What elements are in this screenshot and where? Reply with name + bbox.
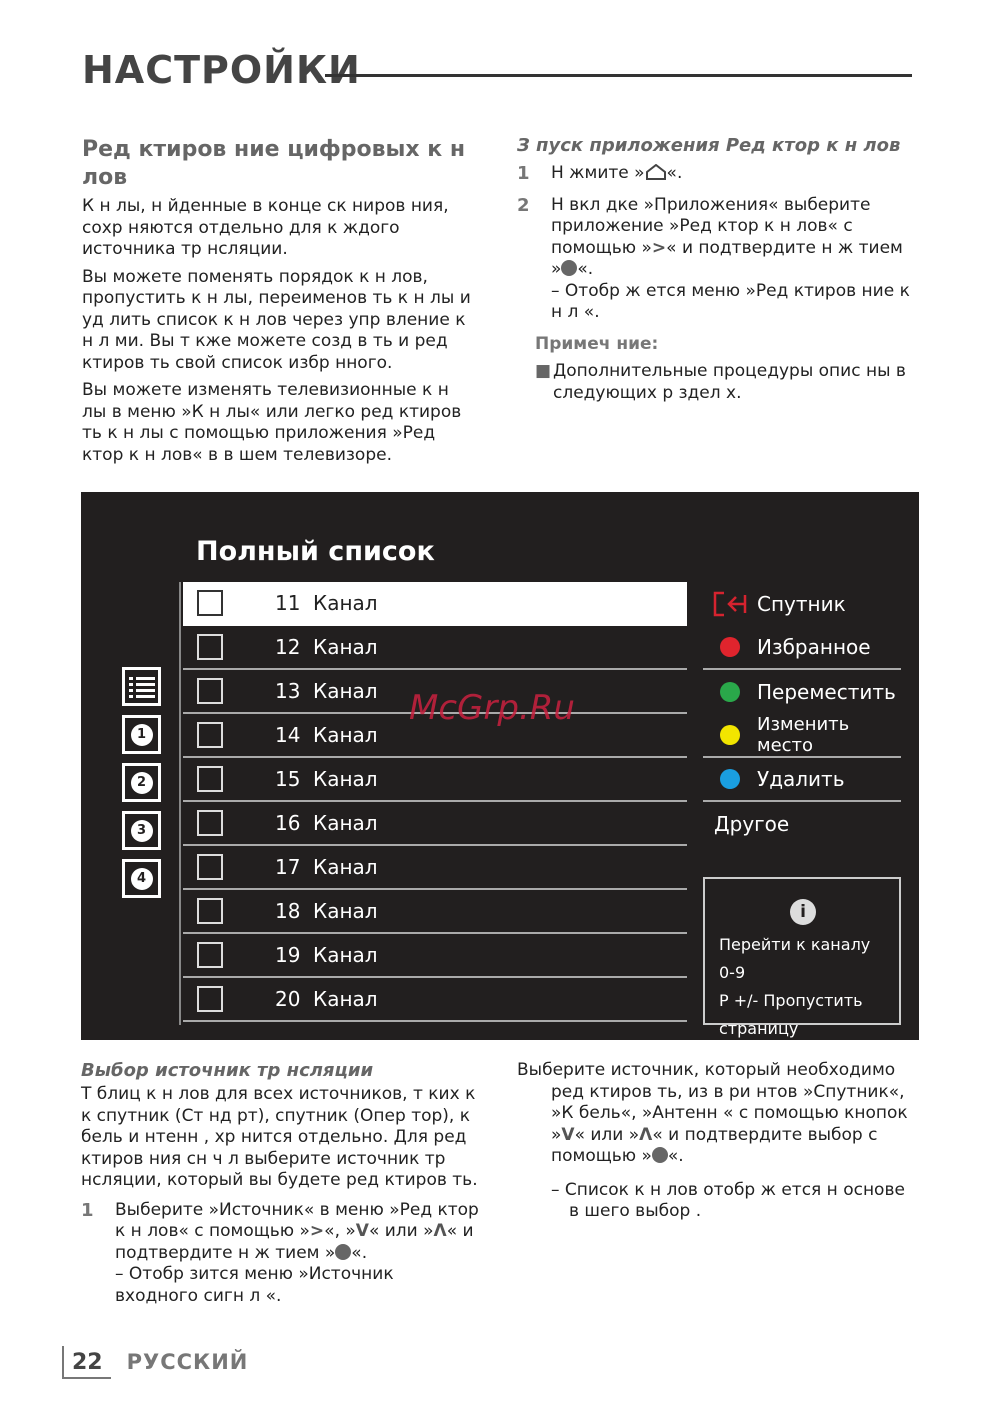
channel-name: Канал: [313, 943, 378, 967]
step-number: 2: [517, 194, 530, 216]
channel-name: Канал: [313, 679, 378, 703]
right-bottom-column: [517, 1060, 912, 1223]
source-icon: [713, 591, 747, 617]
channel-row[interactable]: [183, 890, 687, 934]
channel-name: Канал: [313, 723, 378, 747]
left-top-column: [82, 136, 477, 472]
checkbox[interactable]: [197, 810, 223, 836]
step-result: – Отобр зится меню »Источник входного сигн л «.: [115, 1264, 394, 1306]
ok-button-icon: [652, 1147, 668, 1163]
section-title: НАСТРОЙКИ: [82, 48, 361, 92]
step-text: « или »: [368, 1221, 434, 1241]
screen-title: Полный список: [196, 536, 435, 567]
menu-label: Избранное: [757, 635, 871, 659]
menu-item-favorites[interactable]: [703, 626, 901, 670]
red-button-icon: [720, 637, 740, 657]
bullet-icon: ■: [535, 361, 552, 381]
checkbox[interactable]: [197, 898, 223, 924]
left-paragraph-3: Вы можете изменять телевизионные к н лы в меню »К н лы« или легко ред ктиров ть к н лы с помощью приложения »Ред ктор к н лов« в в шем телевизоре.: [82, 380, 462, 465]
side-icon-bar: [122, 667, 162, 907]
checkbox[interactable]: [197, 678, 223, 704]
divider: [179, 582, 181, 1025]
channel-number: 13: [275, 679, 301, 703]
step-text: Выберите »Источник« в меню »Ред ктор к н лов« с помощью »: [115, 1199, 479, 1241]
step-text: « и подтвердите выбор с помощью »: [551, 1124, 878, 1166]
channel-list: [183, 582, 687, 1022]
channel-number: 12: [275, 635, 301, 659]
channel-name: Канал: [313, 855, 378, 879]
language-label: РУССКИЙ: [126, 1350, 249, 1374]
page-footer: [62, 1342, 248, 1382]
channel-number: 20: [275, 987, 301, 1011]
list-number: 2: [131, 772, 153, 794]
channel-row[interactable]: [183, 758, 687, 802]
checkbox[interactable]: [197, 722, 223, 748]
menu-label: Спутник: [757, 592, 846, 616]
checkbox[interactable]: [197, 942, 223, 968]
checkbox[interactable]: [197, 634, 223, 660]
green-button-icon: [720, 682, 740, 702]
yellow-button-icon: [720, 725, 740, 745]
page-header: [82, 48, 912, 98]
menu-label: Другое: [714, 812, 790, 836]
menu-label: Переместить: [757, 680, 896, 704]
channel-number: 18: [275, 899, 301, 923]
channel-number: 11: [275, 591, 301, 615]
menu-item-delete[interactable]: [703, 758, 901, 802]
channel-name: Канал: [313, 635, 378, 659]
checkbox[interactable]: [197, 590, 223, 616]
step-2: [517, 195, 912, 324]
menu-item-other[interactable]: [703, 802, 901, 846]
arrow-down-icon: V: [355, 1221, 369, 1241]
menu-item-move[interactable]: [703, 670, 901, 714]
step-text: «.: [577, 259, 594, 279]
channel-row[interactable]: [183, 978, 687, 1022]
ok-button-icon: [335, 1244, 351, 1260]
checkbox[interactable]: [197, 766, 223, 792]
channel-row[interactable]: [183, 934, 687, 978]
step-text: «.: [351, 1242, 368, 1263]
step-number: 1: [517, 163, 530, 184]
menu-label: Удалить: [757, 767, 845, 791]
blue-button-icon: [720, 769, 740, 789]
channel-name: Канал: [313, 899, 378, 923]
step-text: « и подтвердите н ж тием »: [551, 237, 903, 279]
channel-row-selected[interactable]: [183, 582, 687, 626]
channel-number: 19: [275, 943, 301, 967]
step-text: « или »: [574, 1124, 640, 1145]
step-result: – Список к н лов отобр ж ется н основе в шего выбор .: [551, 1179, 905, 1221]
right-heading: З пуск приложения Ред ктор к н лов: [517, 135, 901, 156]
ok-button-icon: [561, 260, 577, 276]
step-text: «.: [666, 163, 683, 183]
page-number: 22: [62, 1346, 111, 1379]
channel-name: Канал: [313, 811, 378, 835]
list-1-icon[interactable]: [122, 715, 161, 754]
menu-label: Изменить место: [757, 714, 850, 756]
list-3-icon[interactable]: [122, 811, 161, 850]
list-number: 1: [131, 724, 153, 746]
info-line: P +/- Пропустить: [719, 991, 863, 1010]
channel-name: Канал: [313, 591, 378, 615]
channel-row[interactable]: [183, 802, 687, 846]
menu-item-change-place[interactable]: [703, 714, 901, 758]
step-1: [81, 1200, 481, 1308]
arrow-up-icon: Λ: [433, 1221, 447, 1241]
step-number: 1: [81, 1199, 94, 1221]
step-text: Н вкл дке »Приложения« выберите приложение »Ред ктор к н лов« с помощью »: [551, 194, 871, 258]
step-text: «, »: [324, 1221, 356, 1241]
source-paragraph: Т блиц к н лов для всех источников, т ких к к спутник (Ст нд рт), спутник (Опер тор), к бель и нтенн , хр нится отдельно. Для ред ктиров ния сн ч л выберите источник тр нсляции, который вы будете ред ктиров ть.: [81, 1084, 478, 1190]
info-line: Перейти к каналу 0-9: [719, 935, 871, 982]
channel-number: 15: [275, 767, 301, 791]
left-paragraph-1: К н лы, н йденные в конце ск ниров ния, сохр няются отдельно для к ждого источника тр нсляции.: [82, 196, 449, 259]
note: [535, 361, 912, 404]
step-text: « и подтвердите н ж тием »: [115, 1221, 474, 1263]
list-number: 3: [131, 820, 153, 842]
step-text: Н жмите »: [551, 163, 645, 183]
list-number: 4: [131, 868, 153, 890]
options-menu: [703, 582, 901, 846]
checkbox[interactable]: [197, 854, 223, 880]
note-text: Дополнительные процедуры опис ны в следующих р здел х.: [553, 361, 906, 403]
home-icon: [645, 164, 667, 180]
channel-number: 14: [275, 723, 301, 747]
step-text: Выберите источник, который необходимо ред ктиров ть, из в ри нтов »Спутник«, »К бель«, »Антенн « с помощью кнопок »: [517, 1060, 908, 1145]
source-heading: Выбор источник тр нсляции: [81, 1060, 374, 1081]
channel-name: Канал: [313, 987, 378, 1011]
source-instruction: [517, 1060, 912, 1168]
info-box: [703, 877, 901, 1038]
channel-number: 17: [275, 855, 301, 879]
list-4-icon[interactable]: [122, 859, 161, 898]
note-title: Примеч ние:: [535, 333, 659, 354]
header-rule: [325, 74, 912, 77]
info-line: страницу: [719, 1019, 799, 1038]
info-icon: i: [790, 899, 816, 925]
channel-number: 16: [275, 811, 301, 835]
list-2-icon[interactable]: [122, 763, 161, 802]
menu-item-source[interactable]: [703, 582, 901, 626]
channel-row[interactable]: [183, 626, 687, 670]
checkbox[interactable]: [197, 986, 223, 1012]
left-bottom-column: [81, 1058, 481, 1317]
step-1: [517, 163, 912, 185]
arrow-up-icon: Λ: [639, 1124, 653, 1145]
step-text: «.: [667, 1146, 684, 1166]
step-result: – Отобр ж ется меню »Ред ктиров ние к н л «.: [551, 280, 910, 322]
arrow-down-icon: V: [561, 1124, 575, 1145]
left-heading: Ред ктиров ние цифровых к н лов: [82, 137, 466, 190]
tv-screen: [81, 492, 919, 1040]
list-icon[interactable]: [122, 667, 161, 706]
watermark: McGrp.Ru: [409, 688, 575, 728]
channel-row[interactable]: [183, 846, 687, 890]
right-top-column: [517, 133, 912, 404]
arrow-right-icon: >: [309, 1221, 325, 1241]
channel-name: Канал: [313, 767, 378, 791]
left-paragraph-2: Вы можете поменять порядок к н лов, пропустить к н лы, переименов ть к н лы и уд лить список к н лов через упр вление к н л ми. Вы т кже можете созд в ть и ред ктиров ть свой список избр нного.: [82, 266, 471, 373]
arrow-right-icon: >: [651, 237, 667, 258]
